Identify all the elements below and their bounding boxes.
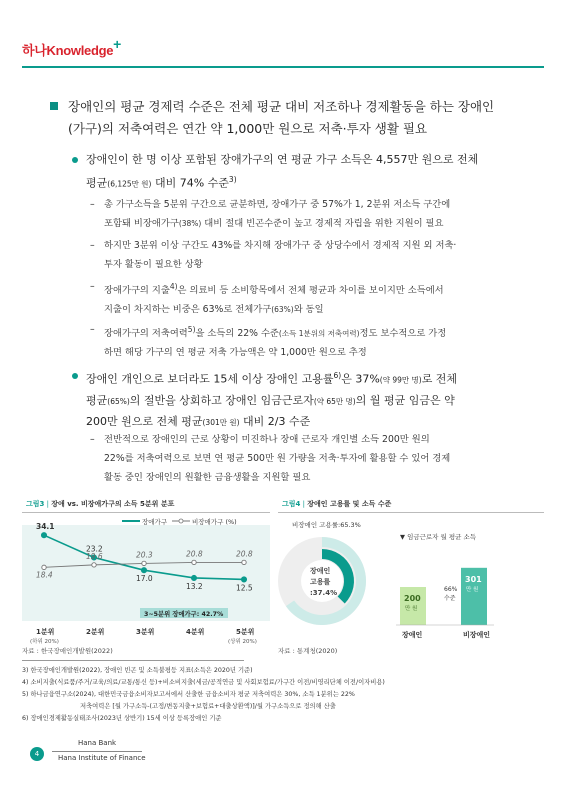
bar-chart-title: ▼ 임금근로자 월 평균 소득: [400, 533, 477, 541]
donut-center-2: 고용률: [310, 578, 331, 586]
footnote-divider: [22, 660, 244, 661]
dash-3-line-1: 장애가구의 지출$^{4)}$은 의료비 등 소비항목에서 전체 평균과 차이를 보이지만 소득에서: [104, 282, 444, 297]
heading-line-2: (가구)의 저축여력은 연간 약 1,000만 원으로 저축·투자 생활 필요: [68, 121, 428, 136]
footnote-6: 6) 장애인경제활동실태조사(2023년 상반기) 15세 이상 등록장애인 기준: [22, 715, 222, 722]
data-label: 12.5: [236, 583, 253, 593]
legend-label-nondisabled: 비장애가구 (%): [192, 518, 237, 526]
footnote-3: 3) 한국장애인개발원(2022), 장애인 빈곤 및 소득불평등 지표(소득은 2020년 기준): [22, 667, 253, 674]
x-sublabel-1: (하위 20%): [30, 639, 59, 645]
dash-2-line-2: 투자 활동이 필요한 상황: [104, 259, 203, 270]
data-point: [141, 568, 146, 573]
bullet-2-line-3: 200만 원으로 전체 평균(301만 원) 대비 2/3 수준: [86, 414, 311, 428]
figure-3: [22, 496, 270, 645]
footnote-5-cont: 저축여력은 [월 가구소득-(고정/변동지출+보험료+대출상환액)]/월 가구소득으로 정의해 산출: [80, 703, 336, 710]
logo: 하나Knowledge+: [22, 36, 122, 58]
bar-value-label: 301: [465, 574, 482, 584]
ratio-label: 66%: [444, 586, 458, 593]
footnote-5: 5) 하나금융연구소(2024), 대한민국금융소비자보고서에서 산출한 금융소비자 평균 저축여력은 30%, 소득 1분위는 22%: [22, 691, 355, 698]
square-bullet-icon: [50, 102, 58, 110]
dash-1-line-1: 총 가구소득을 5분위 구간으로 균분하면, 장애가구 중 57%가 1, 2분위 저소득 구간에: [104, 199, 451, 210]
x-sublabel-5: (상위 20%): [228, 639, 257, 645]
x-tick-label: 2분위: [86, 628, 105, 636]
dash-item-3: – 장애가구의 지출$^{4)}$은 의료비 등 소비항목에서 전체 평균과 차이를 보이지만 소득에서 지출이 차지하는 비중은 63%로 전체가구(63%)와 동일: [104, 277, 512, 319]
data-point: [191, 575, 196, 580]
x-tick-label: 5분위: [236, 628, 255, 636]
donut-center-1: 장애인: [310, 567, 331, 575]
data-label: 20.8: [186, 549, 203, 559]
figure-3-source: 자료 : 한국장애인개발원(2022): [22, 647, 113, 655]
dash-4-line-1: 장애가구의 저축여력$^{5)}$을 소득의 22% 수준(소득 1분위의 저축여력)정도 보수적으로 가정: [104, 325, 447, 340]
data-point: [42, 565, 46, 569]
dash-5-line-3: 활동 중인 장애인의 원활한 금융생활을 지원할 필요: [104, 472, 311, 483]
data-label: 19.6: [86, 551, 103, 561]
bullet-2-line-1: 장애인 개인으로 보더라도 15세 이상 장애인 고용률$^{6)}$은 37%(약 99만 명)로 전체: [86, 371, 458, 386]
header-divider: [22, 66, 544, 68]
bullet-1: [86, 150, 510, 195]
data-label: 17.0: [136, 574, 153, 584]
data-point: [92, 563, 96, 567]
footer-brand-2: Hana Institute of Finance: [58, 754, 146, 762]
bullet-1-line-2: 평균(6,125만 원) 대비 74% 수준$^{3)}$: [86, 175, 237, 190]
bar-unit-label: 만 원: [466, 586, 479, 593]
footnote-4: 4) 소비지출(식료품/주거/교육/의료/교통/통신 등)+비소비지출(세금/공적연금 및 사회보험료/가구간 이전/비영리단체 이전/이자비용): [22, 679, 385, 686]
footer-divider: [52, 751, 142, 752]
data-label: 20.8: [236, 549, 253, 559]
data-point: [41, 533, 46, 538]
figure-4-title: 그림4 | 장애인 고용률 및 소득 수준: [278, 496, 544, 513]
heading-line-1: 장애인의 평균 경제력 수준은 전체 평균 대비 저조하나 경제활동을 하는 장애인: [68, 99, 495, 114]
section-heading: [68, 96, 528, 140]
dash-item-2: – 하지만 3분위 이상 구간도 43%를 차지해 장애가구 중 상당수에서 경제적 지원 외 저축· 투자 활동이 필요한 상황: [104, 236, 512, 274]
bullet-2: [86, 366, 510, 433]
dash-item-4: – 장애가구의 저축여력$^{5)}$을 소득의 22% 수준(소득 1분위의 저축여력)정도 보수적으로 가정 하면 해당 가구의 연 평균 저축 가능액은 약 1,000만 원으로 추정: [104, 320, 512, 362]
dash-3-line-2: 지출이 차지하는 비중은 63%로 전체가구(63%)와 동일: [104, 304, 324, 316]
bar-value-label: 200: [404, 594, 421, 603]
bar-category-1: 장애인: [402, 631, 423, 639]
bullet-dot-icon: [72, 373, 78, 379]
data-point: [241, 577, 246, 582]
data-label: 23.2: [86, 544, 103, 554]
data-point: [142, 561, 146, 565]
figure-4-source: 자료 : 통계청(2020): [278, 647, 338, 655]
data-label: 20.3: [136, 550, 153, 560]
callout-text: 3~5분위 장애가구: 42.7%: [144, 611, 224, 618]
figure-3-axis: [22, 625, 270, 647]
figure-4: [278, 496, 544, 639]
income-quintile-line-chart: [22, 513, 270, 621]
data-point: [192, 560, 196, 564]
x-tick-label: 1분위: [36, 628, 55, 636]
ratio-label-2: 수준: [444, 595, 456, 602]
employment-income-chart: [278, 513, 544, 643]
legend-label-disabled: 장애가구: [142, 518, 168, 526]
bullet-2-line-2: 평균(65%)의 절반을 상회하고 장애인 임금근로자(약 65만 명)의 월 평균 임금은 약: [86, 393, 455, 407]
figure-3-title: 그림3 | 장애 vs. 비장애가구의 소득 5분위 분포: [22, 496, 270, 513]
bullet-dot-icon: [72, 157, 78, 163]
dash-2-line-1: 하지만 3분위 이상 구간도 43%를 차지해 장애가구 중 상당수에서 경제적 지원 외 저축·: [104, 240, 457, 251]
dash-item-5: – 전반적으로 장애인의 근로 상황이 미진하나 장애 근로자 개인별 소득 200만 원의 22%를 저축여력으로 보면 연 평균 500만 원 가량을 저축·투자에 활용할 수 있어 경제 활동 중인 장애인의 원활한 금융생활을 지원할 필요: [104, 430, 512, 487]
x-tick-label: 4분위: [186, 628, 205, 636]
data-label: 13.2: [186, 581, 203, 591]
dash-1-line-2: 포함돼 비장애가구(38%) 대비 절대 빈곤수준이 높고 경제적 자립을 위한 지원이 필요: [104, 218, 444, 229]
bar-unit-label: 만 원: [405, 606, 418, 612]
data-label: 34.1: [36, 522, 55, 532]
data-point: [242, 560, 246, 564]
donut-label-nondisabled: 비장애인 고용률:65.3%: [292, 521, 361, 529]
bar-category-2: 비장애인: [463, 631, 491, 639]
page-number: 4: [30, 747, 44, 761]
x-tick-label: 3분위: [136, 628, 155, 636]
dash-5-line-1: 전반적으로 장애인의 근로 상황이 미진하나 장애 근로자 개인별 소득 200만 원의: [104, 434, 430, 445]
data-label: 18.4: [36, 570, 53, 580]
dash-4-line-2: 하면 해당 가구의 연 평균 저축 가능액은 약 1,000만 원으로 추정: [104, 347, 367, 359]
bullet-1-line-1: 장애인이 한 명 이상 포함된 장애가구의 연 평균 가구 소득은 4,557만 원으로 전체: [86, 153, 479, 166]
donut-center-3: :37.4%: [310, 589, 338, 597]
dash-5-line-2: 22%를 저축여력으로 보면 연 평균 500만 원 가량을 저축·투자에 활용할 수 있어 경제: [104, 453, 451, 464]
footer-brand-1: Hana Bank: [78, 739, 117, 747]
dash-item-1: – 총 가구소득을 5분위 구간으로 균분하면, 장애가구 중 57%가 1, 2분위 저소득 구간에 포함돼 비장애가구(38%) 대비 절대 빈곤수준이 높고 경제적 자립을 위한 지원이 필요: [104, 195, 512, 233]
